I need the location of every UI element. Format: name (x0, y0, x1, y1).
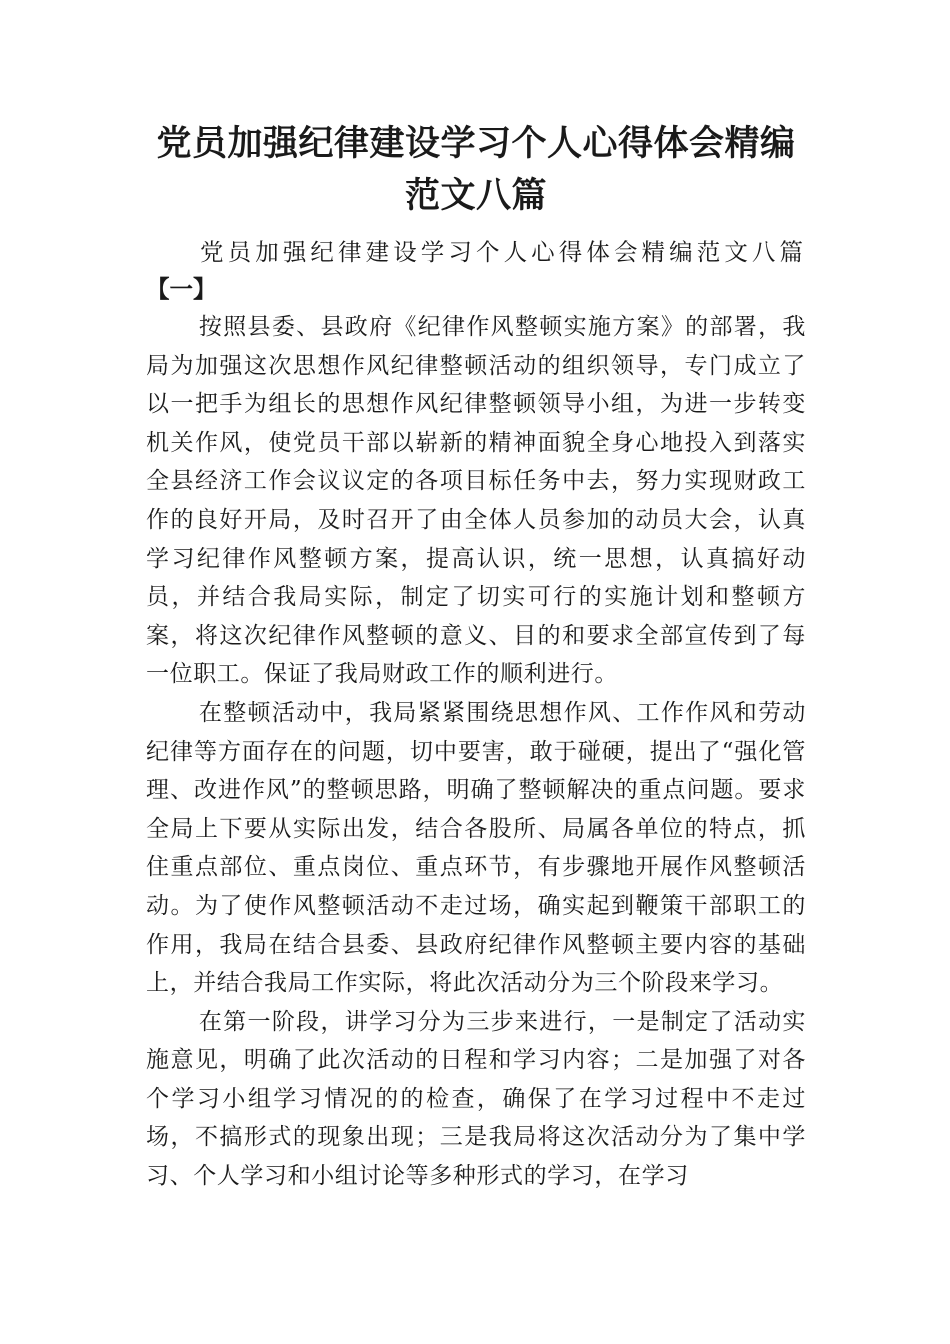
section-mark: 【一】 (146, 275, 217, 303)
document-subtitle (146, 234, 806, 308)
body-paragraph: 在整顿活动中，我局紧紧围绕思想作风、工作作风和劳动纪律等方面存在的问题，切中要害，敢于碰硬，提出了“强化管理、改进作风”的整顿思路，明确了整顿解决的重点问题。要求全局上下要从实际出发，结合各股所、局属各单位的特点，抓住重点部位、重点岗位、重点环节，有步骤地开展作风整顿活动。为了使作风整顿活动不走过场，确实起到鞭策干部职工的作用，我局在结合县委、县政府纪律作风整顿主要内容的基础上，并结合我局工作实际，将此次活动分为三个阶段来学习。 (146, 699, 806, 997)
document-page (146, 118, 806, 1196)
subtitle-text: 党员加强纪律建设学习个人心得体会精编范文八篇 (200, 238, 806, 266)
body-paragraph: 按照县委、县政府《纪律作风整顿实施方案》的部署，我局为加强这次思想作风纪律整顿活动的组织领导，专门成立了以一把手为组长的思想作风纪律整顿领导小组，为进一步转变机关作风，使党员干部以崭新的精神面貌全身心地投入到落实全县经济工作会议议定的各项目标任务中去，努力实现财政工作的良好开局，及时召开了由全体人员参加的动员大会，认真学习纪律作风整顿方案，提高认识，统一思想，认真搞好动员，并结合我局实际，制定了切实可行的实施计划和整顿方案，将这次纪律作风整顿的意义、目的和要求全部宣传到了每一位职工。保证了我局财政工作的顺利进行。 (146, 314, 806, 688)
document-title: 党员加强纪律建设学习个人心得体会精编范文八篇 (156, 124, 796, 216)
body-paragraph: 在第一阶段，讲学习分为三步来进行，一是制定了活动实施意见，明确了此次活动的日程和学习内容；二是加强了对各个学习小组学习情况的的检查，确保了在学习过程中不走过场，不搞形式的现象出现；三是我局将这次活动分为了集中学习、个人学习和小组讨论等多种形式的学习，在学习 (146, 1008, 806, 1190)
